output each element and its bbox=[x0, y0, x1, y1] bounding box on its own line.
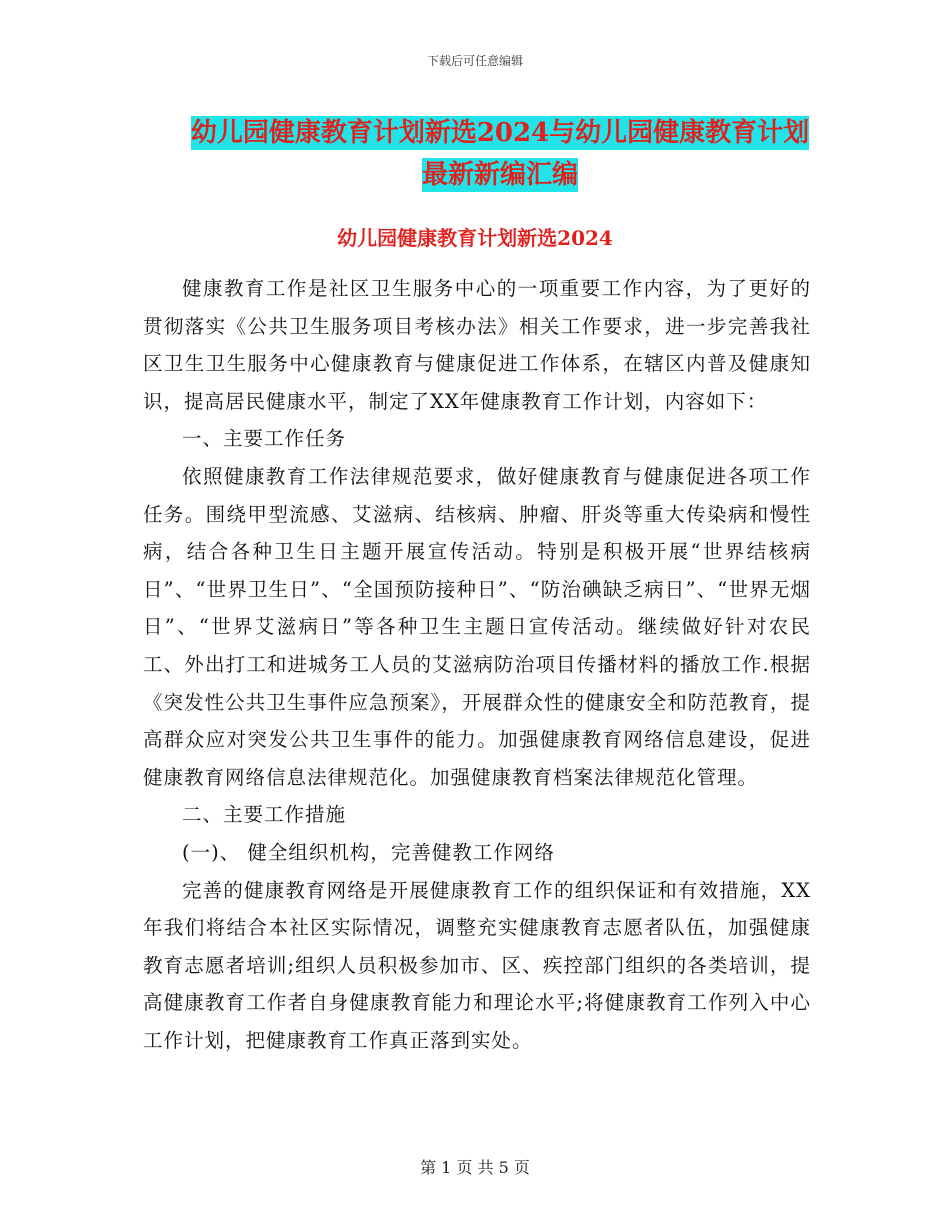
header-note: 下载后可任意编辑 bbox=[426, 54, 523, 68]
paragraph-intro: 健康教育工作是社区卫生服务中心的一项重要工作内容，为了更好的贯彻落实《公共卫生服务项目考核办法》相关工作要求，进一步完善我社区卫生卫生服务中心健康教育与健康促进工作体系，在辖区内普及健康知识，提高居民健康水平，制定了XX年健康教育工作计划，内容如下： bbox=[143, 277, 811, 413]
subheading-organization: (一)、 健全组织机构，完善健教工作网络 bbox=[182, 840, 555, 864]
paragraph-tasks: 依照健康教育工作法律规范要求，做好健康教育与健康促进各项工作任务。围绕甲型流感、艾滋病、结核病、肿瘤、肝炎等重大传染病和慢性病，结合各种卫生日主题开展宣传活动。特别是积极开展“世界结核病日”、“世界卫生日”、“全国预防接种日”、“防治碘缺乏病日”、“世界无烟日”、“世界艾滋病日”等各种卫生主题日宣传活动。继续做好针对农民工、外出打工和进城务工人员的艾滋病防治项目传播材料的播放工作.根据《突发性公共卫生事件应急预案》，开展群众性的健康安全和防范教育，提高群众应对突发公共卫生事件的能力。加强健康教育网络信息建设，促进健康教育网络信息法律规范化。加强健康教育档案法律规范化管理。 bbox=[143, 464, 811, 789]
document-title-line-1: 幼儿园健康教育计划新选2024与幼儿园健康教育计划 bbox=[190, 118, 810, 148]
document-title-line-2: 最新新编汇编 bbox=[421, 160, 578, 190]
document-body bbox=[143, 270, 811, 1059]
document-title bbox=[140, 112, 860, 196]
paragraph-network: 完善的健康教育网络是开展健康教育工作的组织保证和有效措施，XX年我们将结合本社区实际情况，调整充实健康教育志愿者队伍，加强健康教育志愿者培训;组织人员积极参加市、区、疾控部门组织的各类培训，提高健康教育工作者自身健康教育能力和理论水平;将健康教育工作列入中心工作计划，把健康教育工作真正落到实处。 bbox=[143, 878, 811, 1052]
heading-main-tasks: 一、主要工作任务 bbox=[182, 427, 347, 451]
section-title: 幼儿园健康教育计划新选2024 bbox=[337, 226, 613, 250]
heading-main-measures: 二、主要工作措施 bbox=[182, 803, 347, 827]
page-footer: 第 1 页 共 5 页 bbox=[420, 1158, 530, 1177]
